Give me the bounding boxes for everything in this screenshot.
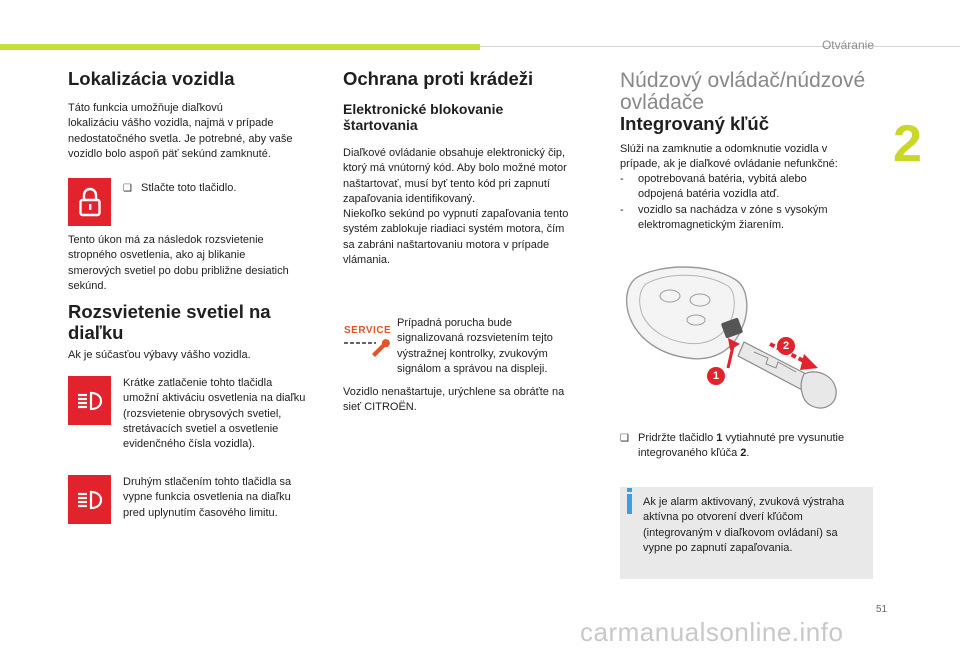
alarm-info-text: Ak je alarm aktivovaný, zvuková výstraha aktívna po otvorení dverí kľúčom (integrovaným v diaľkovom ovládaní) sa vypne po zapnutí zapaľovania. (643, 496, 845, 554)
watermark: carmanualsonline.info (580, 617, 844, 647)
headlight-short-press-text: Krátke zatlačenie tohto tlačidla umožní aktiváciu osvetlenia na diaľku (rozsvietenie obrysových svetiel, stretávacích svetiel a osvetlenie evidenčného čísla vozidla). (123, 377, 306, 451)
headlight-button-graphic-2 (68, 475, 111, 524)
callout-1: 1 (712, 370, 720, 382)
callout-2: 2 (782, 340, 790, 352)
wrench-icon (344, 338, 390, 358)
integrated-key-intro: Slúži na zamknutie a odomknutie vozidla v prípade, ak je diaľkové ovládanie nefunkčné: (620, 143, 838, 171)
service-warning-text: Prípadná porucha bude signalizovaná rozsvietením tejto výstražnej kontrolky, zvukovým signálom a správou na displeji. (397, 317, 553, 375)
headlight-second-press-text: Druhým stlačením tohto tlačidla sa vypne funkcia osvetlenia na diaľku pred uplynutím časového limitu. (123, 476, 292, 519)
check-bullet-icon: ❑ (123, 183, 132, 194)
heading-integrated-key: Integrovaný kľúč (620, 113, 770, 134)
service-closing-text: Vozidlo nenaštartuje, urýchlene sa obráťte na sieť CITROËN. (343, 386, 565, 414)
section-title: Otváranie (821, 38, 874, 52)
list-item: - vozidlo sa nachádza v zóne s vysokým elektromagnetickým žiarením. (620, 203, 828, 231)
lock-instruction: ❑ Stlačte toto tlačidlo. (123, 181, 236, 196)
padlock-icon (79, 187, 101, 217)
headlight-icon (75, 489, 105, 511)
integrated-key-conditions (620, 172, 880, 233)
service-label: SERVICE (344, 325, 392, 336)
lock-result-text: Tento úkon má za následok rozsvietenie stropného osvetlenia, ako aj blikanie smerových svetiel po dobu približne desiatich sekúnd. (68, 234, 289, 292)
heading-remote-lighting: Rozsvietenie svetiel na diaľku (68, 301, 271, 343)
heading-vehicle-location: Lokalizácia vozidla (68, 68, 235, 89)
lock-button-graphic (68, 178, 111, 226)
key-fob-figure (618, 258, 868, 428)
chapter-number: 2 (893, 115, 922, 173)
key-fob-icon (627, 267, 837, 408)
heading-theft-protection: Ochrana proti krádeži (343, 68, 534, 89)
header-rule (480, 46, 960, 47)
headlight-button-graphic-1 (68, 376, 111, 425)
location-intro: Táto funkcia umožňuje diaľkovú lokalizáciu vášho vozidla, najmä v prípade nedostatočného svetla. Je potrebné, aby vaše vozidlo bolo aspoň päť sekúnd zamknuté. (68, 102, 293, 160)
header-accent-bar (0, 44, 480, 50)
subheading-immobiliser: Elektronické blokovanie štartovania (343, 101, 504, 133)
integrated-key-instruction: ❑ Pridržte tlačidlo 1 vytiahnuté pre vysunutie integrovaného kľúča 2. (620, 432, 845, 460)
headlight-icon (75, 390, 105, 412)
immobiliser-description: Diaľkové ovládanie obsahuje elektronický čip, ktorý má vnútorný kód. Aby bolo možné motor naštartovať, musí byť tento kód pri zapnutí zapaľovania identifikovaný. Niekoľko sekúnd po vypnutí zapaľovania tento systém zablokuje riadiaci systém motora, čím sa zabráni naštartovaniu motora v prípade vlámania. (343, 147, 569, 267)
heading-emergency-control: Núdzový ovládač/núdzové ovládače (620, 69, 866, 114)
info-icon-bar (627, 494, 632, 514)
check-bullet-icon: ❑ (620, 433, 629, 444)
page-number: 51 (876, 604, 888, 615)
list-item: - opotrebovaná batéria, vybitá alebo odpojená batéria vozidla atď. (620, 173, 807, 201)
info-icon (627, 488, 632, 492)
remote-lighting-intro: Ak je súčasťou výbavy vášho vozidla. (68, 349, 251, 361)
service-warning-lamp (344, 325, 390, 359)
